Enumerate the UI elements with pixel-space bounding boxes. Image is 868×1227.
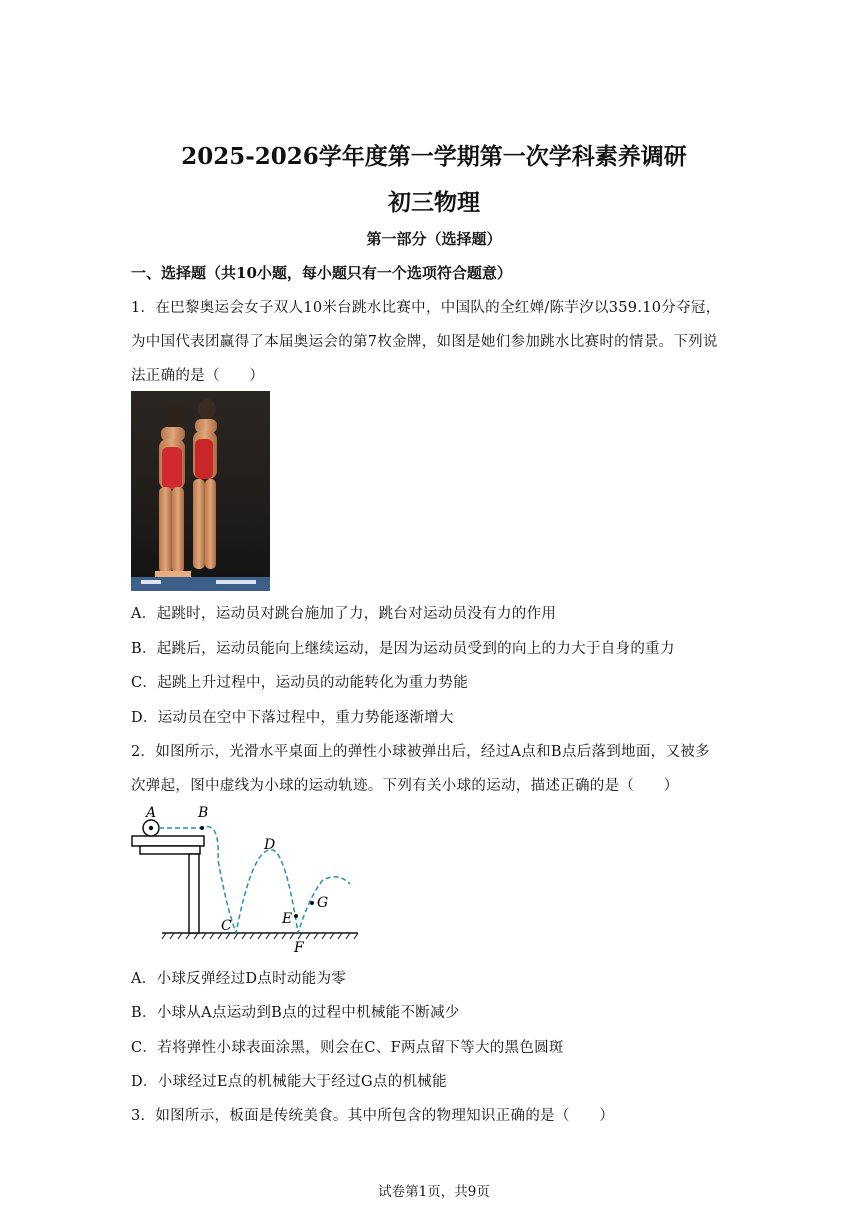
part-heading: 第一部分（选择题） [366,230,502,248]
label-g: G [317,895,329,911]
label-e: E [282,911,293,927]
q2-stem-line2: 次弹起，图中虚线为小球的运动轨迹。下列有关小球的运动，描述正确的是（ ） [131,778,679,794]
q2-option-b: B．小球从A点运动到B点的过程中机械能不断减少 [131,1005,460,1021]
q1-option-a: A．起跳时，运动员对跳台施加了力，跳台对运动员没有力的作用 [131,606,557,622]
label-b: B [198,805,209,821]
q1-stem-line1: 1．在巴黎奥运会女子双人10米台跳水比赛中，中国队的全红婵/陈芋汐以359.10分夺冠， [131,300,721,316]
diving-photo [131,391,270,591]
q3-stem-line1: 3．如图所示，板面是传统美食。其中所包含的物理知识正确的是（ ） [131,1108,615,1124]
q1-option-b: B．起跳后，运动员能向上继续运动，是因为运动员受到的向上的力大于自身的重力 [131,641,675,657]
page-footer: 试卷第1页，共9页 [378,1184,490,1200]
q2-stem-line1: 2．如图所示，光滑水平桌面上的弹性小球被弹出后，经过A点和B点后落到地面，又被多 [131,744,710,760]
subject-title: 初三物理 [388,189,480,216]
q1-option-d: D．运动员在空中下落过程中，重力势能逐渐增大 [131,710,454,726]
q2-option-d: D．小球经过E点的机械能大于经过G点的机械能 [131,1074,447,1090]
q1-stem-line2: 为中国代表团赢得了本届奥运会的第7枚金牌，如图是她们参加跳水比赛时的情景。下列说 [131,334,718,350]
q1-option-c: C．起跳上升过程中，运动员的动能转化为重力势能 [131,675,468,691]
q2-option-a: A．小球反弹经过D点时动能为零 [131,971,347,987]
label-f: F [294,940,304,956]
label-d: D [264,837,276,853]
ball-trajectory-diagram [128,800,363,960]
exam-title: 2025-2026学年度第一学期第一次学科素养调研 [181,143,687,170]
q2-option-c: C．若将弹性小球表面涂黑，则会在C、F两点留下等大的黑色圆斑 [131,1040,564,1056]
section-heading: 一、选择题（共10小题，每小题只有一个选项符合题意） [131,264,512,282]
label-c: C [221,918,232,934]
q1-stem-line3: 法正确的是（ ） [131,368,265,384]
label-a: A [146,805,157,821]
